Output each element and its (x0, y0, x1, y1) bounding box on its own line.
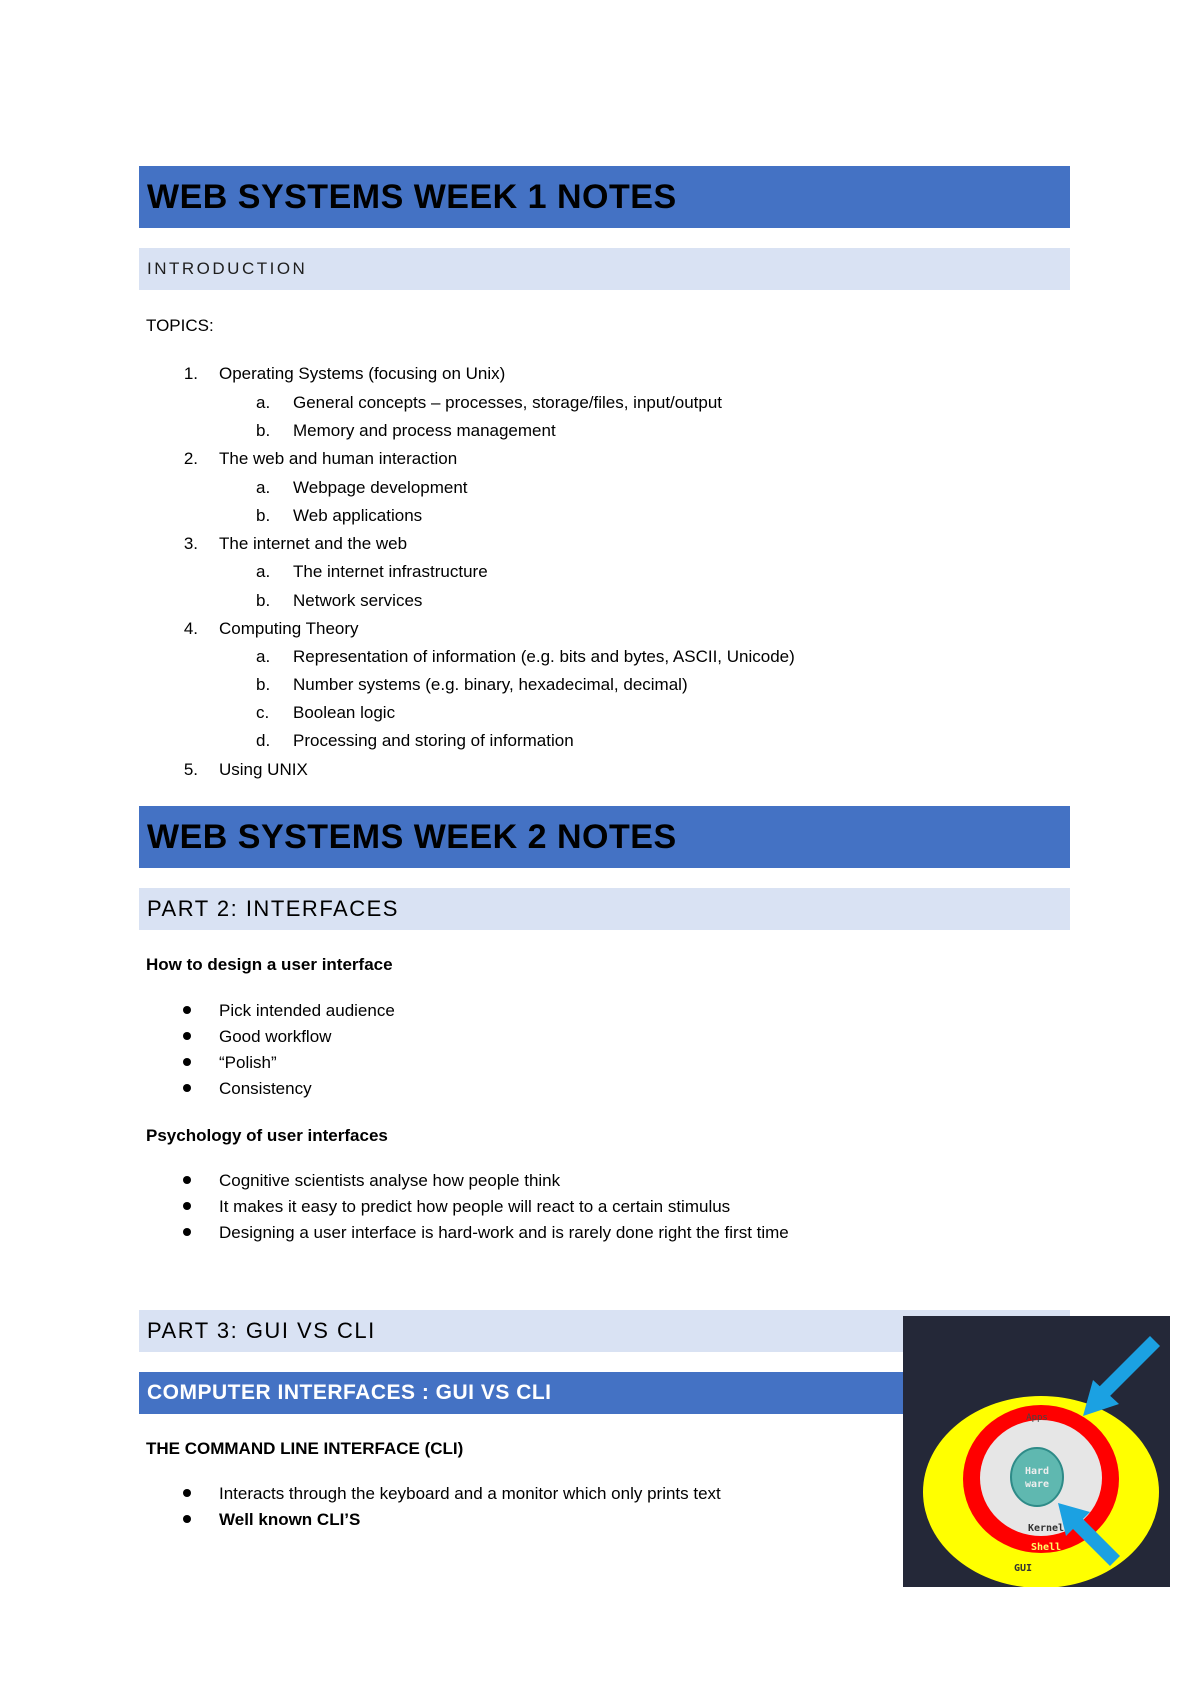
gui-label: GUI (1013, 1563, 1033, 1574)
topic-number: 2. (183, 449, 198, 468)
os-layers-diagram (903, 1316, 1170, 1587)
shell-label: Shell (1030, 1542, 1062, 1553)
part3-heading: PART 3: GUI VS CLI (139, 1310, 1070, 1352)
bullet-icon (183, 1489, 191, 1497)
list-item: Interacts through the keyboard and a monitor which only prints text (219, 1484, 721, 1503)
topic-number: 5. (183, 760, 198, 779)
subtopic-letter: a. (256, 393, 271, 412)
list-item: It makes it easy to predict how people will react to a certain stimulus (219, 1197, 731, 1216)
bullet-icon (183, 1202, 191, 1210)
subtopic-item: Web applications (293, 506, 423, 525)
topic-item: Using UNIX (219, 760, 308, 779)
subtopic-letter: a. (256, 478, 271, 497)
part2-heading: PART 2: INTERFACES (139, 888, 1070, 930)
cli-label: THE COMMAND LINE INTERFACE (CLI) (146, 1439, 464, 1458)
kernel-label: Kernel (1027, 1523, 1065, 1534)
design-label: How to design a user interface (146, 955, 393, 974)
subtopic-item: Boolean logic (293, 703, 396, 722)
subtopic-item: Network services (293, 591, 423, 610)
subtopic-letter: d. (256, 731, 271, 750)
topics-label: TOPICS: (146, 316, 214, 335)
list-item: Designing a user interface is hard-work and is rarely done right the first time (219, 1223, 789, 1242)
subtopic-letter: a. (256, 647, 271, 666)
subtopic-letter: a. (256, 562, 271, 581)
hardware-core (1011, 1448, 1063, 1506)
bullet-icon (183, 1058, 191, 1066)
list-item: “Polish” (219, 1053, 277, 1072)
bullet-icon (183, 1006, 191, 1014)
subtopic-item: Number systems (e.g. binary, hexadecimal, decimal) (293, 675, 688, 694)
topic-item: Operating Systems (focusing on Unix) (219, 364, 506, 383)
list-item: Cognitive scientists analyse how people think (219, 1171, 561, 1190)
topic-number: 3. (183, 534, 198, 553)
subtopic-item: Webpage development (293, 478, 468, 497)
subtopic-letter: b. (256, 506, 271, 525)
psych-label: Psychology of user interfaces (146, 1126, 388, 1145)
topic-item: The internet and the web (219, 534, 408, 553)
subtopic-letter: b. (256, 675, 271, 694)
bullet-icon (183, 1032, 191, 1040)
topic-number: 1. (183, 364, 198, 383)
bullet-icon (183, 1084, 191, 1092)
hardware-label: Hard (1024, 1466, 1050, 1477)
subtopic-item: The internet infrastructure (293, 562, 488, 581)
list-item: Consistency (219, 1079, 312, 1098)
week1-section-heading: INTRODUCTION (139, 248, 1070, 290)
subtopic-letter: b. (256, 421, 271, 440)
topic-item: Computing Theory (219, 619, 359, 638)
apps-label: Apps (1026, 1413, 1048, 1423)
week1-title: WEB SYSTEMS WEEK 1 NOTES (139, 166, 1070, 228)
subtopic-letter: c. (256, 703, 270, 722)
list-item: Good workflow (219, 1027, 332, 1046)
bullet-icon (183, 1515, 191, 1523)
hardware-label: ware (1024, 1479, 1050, 1490)
bullet-icon (183, 1228, 191, 1236)
subtopic-item: Representation of information (e.g. bits and bytes, ASCII, Unicode) (293, 647, 795, 666)
subtopic-item: Processing and storing of information (293, 731, 574, 750)
topic-number: 4. (183, 619, 198, 638)
list-item: Well known CLI’S (219, 1510, 361, 1529)
week2-title: WEB SYSTEMS WEEK 2 NOTES (139, 806, 1070, 868)
subtopic-letter: b. (256, 591, 271, 610)
list-item: Pick intended audience (219, 1001, 395, 1020)
part3-subheading: COMPUTER INTERFACES : GUI VS CLI (139, 1372, 1070, 1414)
bullet-icon (183, 1176, 191, 1184)
topic-item: The web and human interaction (219, 449, 458, 468)
subtopic-item: Memory and process management (293, 421, 556, 440)
subtopic-item: General concepts – processes, storage/files, input/output (293, 393, 723, 412)
